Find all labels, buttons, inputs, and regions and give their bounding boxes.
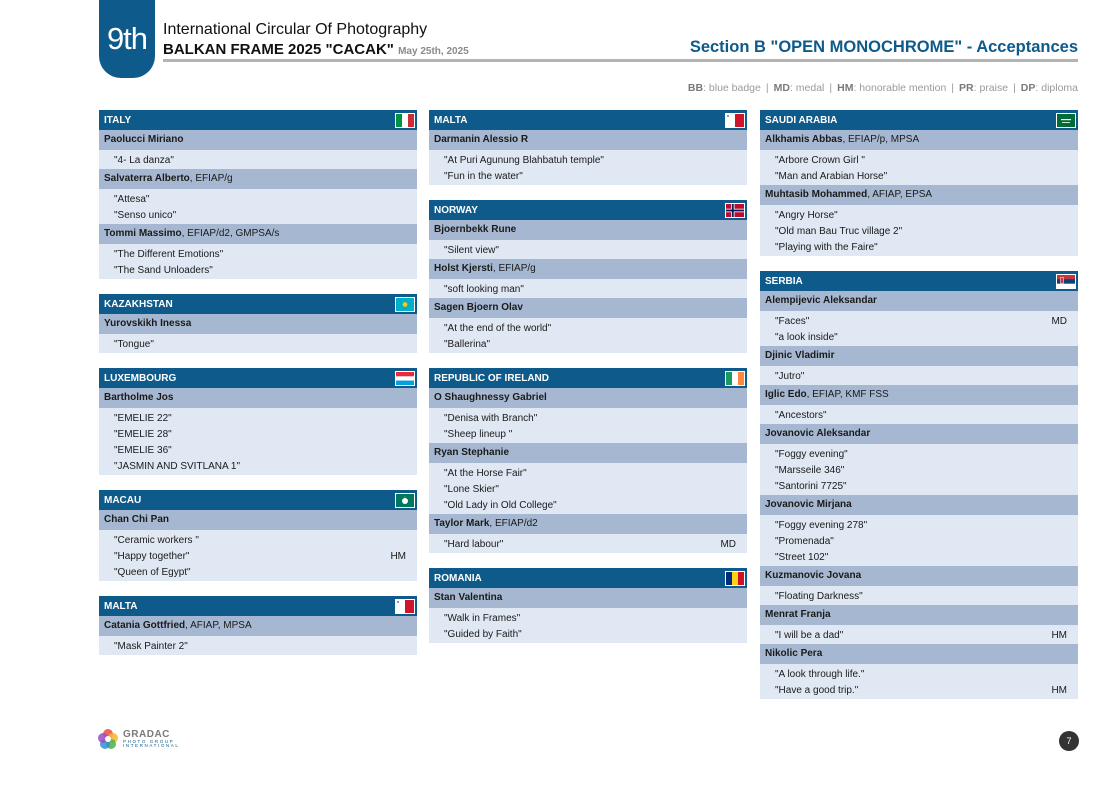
works-list [429, 150, 747, 186]
work-row [99, 207, 417, 223]
author-distinctions: , EFIAP/p, MPSA [842, 134, 920, 146]
author-distinctions: , EFIAP/d2, GMPSA/s [181, 228, 280, 240]
works-list [760, 444, 1078, 496]
header-title: International Circular Of Photography [163, 21, 428, 38]
work-row [760, 682, 1078, 698]
work-row [760, 549, 1078, 565]
legend-abbr: BB [687, 82, 704, 94]
country-box [99, 368, 417, 475]
country-name: SERBIA [765, 275, 803, 287]
works-list [99, 636, 417, 656]
author-name: Iglic Edo [765, 389, 807, 401]
author-name: Sagen Bjoern Olav [434, 302, 523, 314]
country-name: NORWAY [434, 204, 478, 216]
macau-flag-icon [395, 493, 415, 508]
author-row [99, 388, 417, 408]
work-title: "Man and Arabian Horse" [775, 170, 888, 182]
author-row [99, 510, 417, 530]
work-row [760, 517, 1078, 533]
malta-flag-icon [395, 599, 415, 614]
work-title: "Senso unico" [114, 209, 177, 221]
country-box [429, 200, 747, 353]
saudi-arabia-flag-icon [1056, 113, 1076, 128]
work-row [760, 239, 1078, 255]
work-row [99, 638, 417, 654]
work-row [429, 497, 747, 513]
author-name: Kuzmanovic Jovana [765, 570, 862, 582]
legend-separator: | [765, 82, 769, 94]
author-distinctions: , AFIAP, EPSA [867, 189, 933, 201]
work-title: "Guided by Faith" [444, 628, 522, 640]
work-title: "EMELIE 28" [114, 428, 172, 440]
works-list [760, 515, 1078, 567]
country-box [429, 368, 747, 553]
work-row [429, 152, 747, 168]
work-row [99, 246, 417, 262]
country-name: ROMANIA [434, 572, 482, 584]
work-row [99, 442, 417, 458]
author-name: Darmanin Alessio R [434, 134, 529, 146]
author-row [99, 169, 417, 189]
works-list [760, 150, 1078, 186]
work-row [99, 262, 417, 278]
works-list [99, 244, 417, 280]
work-title: "Tongue" [114, 338, 154, 350]
country-box [760, 110, 1078, 256]
work-row [99, 426, 417, 442]
works-list [429, 534, 747, 554]
author-row [760, 495, 1078, 515]
works-list [99, 150, 417, 170]
author-distinctions: , EFIAP/g [492, 263, 536, 275]
author-name: Jovanovic Mirjana [765, 499, 852, 511]
author-name: Bartholme Jos [104, 392, 174, 404]
work-row [99, 191, 417, 207]
work-row [760, 462, 1078, 478]
country-header [99, 294, 417, 314]
work-row [429, 465, 747, 481]
work-row [429, 536, 747, 552]
author-name: Bjoernbekk Rune [434, 224, 517, 236]
work-title: "Denisa with Branch" [444, 412, 538, 424]
malta-flag-icon [725, 113, 745, 128]
work-row [99, 548, 417, 564]
work-title: "Old Lady in Old College" [444, 499, 557, 511]
work-title: "Street 102" [775, 551, 829, 563]
country-header [429, 200, 747, 220]
work-row [760, 329, 1078, 345]
header-subtitle [163, 41, 469, 58]
work-row [760, 313, 1078, 329]
works-list [760, 366, 1078, 386]
country-box [760, 271, 1078, 699]
logo-name: GRADAC [123, 728, 170, 740]
country-name: LUXEMBOURG [104, 372, 177, 384]
author-name: Paolucci Miriano [104, 134, 184, 146]
country-name: ITALY [104, 114, 132, 126]
author-row [760, 424, 1078, 444]
page-number: 7 [1059, 731, 1079, 751]
work-title: "The Different Emotions" [114, 248, 224, 260]
author-name: Catania Gottfried [104, 620, 186, 632]
works-list [760, 311, 1078, 347]
works-list [760, 405, 1078, 425]
works-list [429, 279, 747, 299]
logo-sub2: INTERNATIONAL [123, 743, 180, 748]
works-list [429, 240, 747, 260]
work-title: "Angry Horse" [775, 209, 838, 221]
work-title: "A look through life." [775, 668, 865, 680]
author-row [760, 566, 1078, 586]
work-title: "Fun in the water" [444, 170, 523, 182]
work-title: "Lone Skier" [444, 483, 499, 495]
work-row [760, 478, 1078, 494]
work-title: "Marsseile 346" [775, 464, 845, 476]
legend-abbr: MD [773, 82, 790, 94]
work-row [760, 223, 1078, 239]
works-list [429, 463, 747, 515]
work-row [429, 242, 747, 258]
author-row [760, 185, 1078, 205]
author-row [429, 514, 747, 534]
edition-label: 9th [106, 21, 148, 56]
work-row [99, 410, 417, 426]
works-list [760, 205, 1078, 257]
country-name: SAUDI ARABIA [765, 114, 838, 126]
author-row [760, 346, 1078, 366]
author-distinctions: , EFIAP, KMF FSS [806, 389, 889, 401]
legend-text: : diploma [1035, 82, 1078, 94]
author-name: Nikolic Pera [765, 648, 823, 660]
work-row [760, 666, 1078, 682]
author-row [429, 443, 747, 463]
country-box [429, 110, 747, 185]
work-award: MD [1051, 315, 1067, 327]
country-name: KAZAKHSTAN [104, 298, 173, 310]
author-name: Taylor Mark [434, 518, 490, 530]
work-award: HM [390, 550, 406, 562]
author-row [429, 130, 747, 150]
author-row [429, 259, 747, 279]
country-header [429, 368, 747, 388]
author-name: O Shaughnessy Gabriel [434, 392, 547, 404]
work-title: "Ballerina" [444, 338, 491, 350]
legend-abbr: DP [1020, 82, 1036, 94]
work-title: "Silent view" [444, 244, 499, 256]
author-name: Alempijevic Aleksandar [765, 295, 877, 307]
country-name: MALTA [104, 600, 138, 612]
work-title: "Faces" [775, 315, 810, 327]
work-title: "Promenada" [775, 535, 834, 547]
edition-badge [99, 0, 155, 78]
work-row [99, 564, 417, 580]
header-rule [163, 59, 1078, 62]
country-header [99, 368, 417, 388]
work-title: "Walk in Frames" [444, 612, 521, 624]
author-row [429, 220, 747, 240]
works-list [99, 408, 417, 476]
legend-text: : praise [973, 82, 1009, 94]
work-row [760, 368, 1078, 384]
country-box [99, 596, 417, 655]
work-row [429, 320, 747, 336]
gradac-logo-icon [97, 728, 119, 750]
gradac-logo [97, 728, 179, 750]
work-row [760, 152, 1078, 168]
author-row [760, 291, 1078, 311]
luxembourg-flag-icon [395, 371, 415, 386]
author-row [99, 616, 417, 636]
country-box [429, 568, 747, 643]
romania-flag-icon [725, 571, 745, 586]
work-title: "Sheep lineup " [444, 428, 513, 440]
author-name: Alkhamis Abbas [765, 134, 843, 146]
author-name: Holst Kjersti [434, 263, 493, 275]
country-header [760, 110, 1078, 130]
author-name: Tommi Massimo [104, 228, 182, 240]
work-row [99, 152, 417, 168]
author-distinctions: , AFIAP, MPSA [185, 620, 252, 632]
work-title: "Hard labour" [444, 538, 504, 550]
work-award: MD [720, 538, 736, 550]
works-list [760, 586, 1078, 606]
work-row [429, 610, 747, 626]
work-row [429, 336, 747, 352]
author-distinctions: , EFIAP/d2 [489, 518, 538, 530]
work-row [760, 627, 1078, 643]
work-title: "Jutro" [775, 370, 805, 382]
author-row [760, 605, 1078, 625]
work-title: "EMELIE 36" [114, 444, 172, 456]
author-row [760, 130, 1078, 150]
country-name: MALTA [434, 114, 468, 126]
work-title: "4- La danza" [114, 154, 174, 166]
author-name: Djinic Vladimir [765, 350, 835, 362]
author-row [429, 388, 747, 408]
author-name: Stan Valentina [434, 592, 503, 604]
country-header [99, 490, 417, 510]
country-box [99, 490, 417, 581]
work-title: "Old man Bau Truc village 2" [775, 225, 903, 237]
work-row [429, 481, 747, 497]
serbia-flag-icon [1056, 274, 1076, 289]
country-name: MACAU [104, 494, 142, 506]
work-title: "Have a good trip." [775, 684, 859, 696]
country-header [429, 110, 747, 130]
work-row [429, 626, 747, 642]
work-row [760, 588, 1078, 604]
country-box [99, 110, 417, 279]
work-row [429, 410, 747, 426]
work-title: "JASMIN AND SVITLANA 1" [114, 460, 241, 472]
legend-abbr: HM [837, 82, 854, 94]
legend-separator: | [829, 82, 833, 94]
works-list [429, 318, 747, 354]
legend-separator: | [1013, 82, 1016, 94]
author-row [760, 385, 1078, 405]
works-list [99, 530, 417, 582]
event-date: May 25th, 2025 [398, 46, 469, 57]
work-row [760, 207, 1078, 223]
work-title: "I will be a dad" [775, 629, 844, 641]
work-title: "Queen of Egypt" [114, 566, 191, 578]
work-title: "At the end of the world" [444, 322, 552, 334]
work-row [760, 533, 1078, 549]
legend-text: : medal [789, 82, 825, 94]
author-name: Ryan Stephanie [434, 447, 510, 459]
work-title: "Ceramic workers " [114, 534, 199, 546]
author-name: Chan Chi Pan [104, 514, 170, 526]
works-list [760, 664, 1078, 700]
work-title: "soft looking man" [444, 283, 524, 295]
author-row [99, 130, 417, 150]
work-row [760, 168, 1078, 184]
author-row [99, 314, 417, 334]
work-title: "Happy together" [114, 550, 190, 562]
ireland-flag-icon [725, 371, 745, 386]
author-name: Jovanovic Aleksandar [765, 428, 871, 440]
works-list [429, 408, 747, 444]
legend-abbr: PR [959, 82, 974, 94]
country-name: REPUBLIC OF IRELAND [434, 372, 549, 384]
legend-text: : honorable mention [853, 82, 947, 94]
work-title: "Attesa" [114, 193, 150, 205]
author-name: Salvaterra Alberto [104, 173, 190, 185]
legend [688, 82, 1078, 94]
work-title: "Ancestors" [775, 409, 827, 421]
author-name: Yurovskikh Inessa [104, 318, 192, 330]
work-row [99, 532, 417, 548]
work-title: "At the Horse Fair" [444, 467, 527, 479]
work-title: "Mask Painter 2" [114, 640, 188, 652]
work-award: HM [1051, 684, 1067, 696]
author-row [429, 298, 747, 318]
country-header [760, 271, 1078, 291]
author-distinctions: , EFIAP/g [189, 173, 233, 185]
logo-sub1: PHOTO GROUP [123, 738, 175, 744]
section-title: Section B "OPEN MONOCHROME" - Acceptances [689, 38, 1078, 56]
country-header [429, 568, 747, 588]
work-row [429, 168, 747, 184]
works-list [99, 334, 417, 354]
author-row [760, 644, 1078, 664]
works-list [99, 189, 417, 225]
country-box [99, 294, 417, 353]
author-name: Muhtasib Mohammed [765, 189, 868, 201]
work-title: "Santorini 7725" [775, 480, 847, 492]
work-award: HM [1051, 629, 1067, 641]
legend-text: : blue badge [703, 82, 761, 94]
work-row [760, 407, 1078, 423]
work-title: "Playing with the Faire" [775, 241, 878, 253]
author-row [99, 224, 417, 244]
work-row [429, 426, 747, 442]
work-row [429, 281, 747, 297]
work-title: "The Sand Unloaders" [114, 264, 213, 276]
country-header [99, 596, 417, 616]
kazakhstan-flag-icon [395, 297, 415, 312]
author-name: Menrat Franja [765, 609, 831, 621]
country-header [99, 110, 417, 130]
event-name: BALKAN FRAME 2025 "CACAK" [163, 41, 394, 58]
work-row [99, 458, 417, 474]
work-title: "Arbore Crown Girl " [775, 154, 865, 166]
work-title: "Floating Darkness" [775, 590, 863, 602]
norway-flag-icon [725, 203, 745, 218]
work-title: "a look inside" [775, 331, 838, 343]
work-title: "At Puri Agunung Blahbatuh temple" [444, 154, 604, 166]
work-row [760, 446, 1078, 462]
work-title: "EMELIE 22" [114, 412, 172, 424]
italy-flag-icon [395, 113, 415, 128]
works-list [429, 608, 747, 644]
work-title: "Foggy evening" [775, 448, 848, 460]
author-row [429, 588, 747, 608]
legend-separator: | [951, 82, 955, 94]
work-title: "Foggy evening 278" [775, 519, 868, 531]
works-list [760, 625, 1078, 645]
work-row [99, 336, 417, 352]
